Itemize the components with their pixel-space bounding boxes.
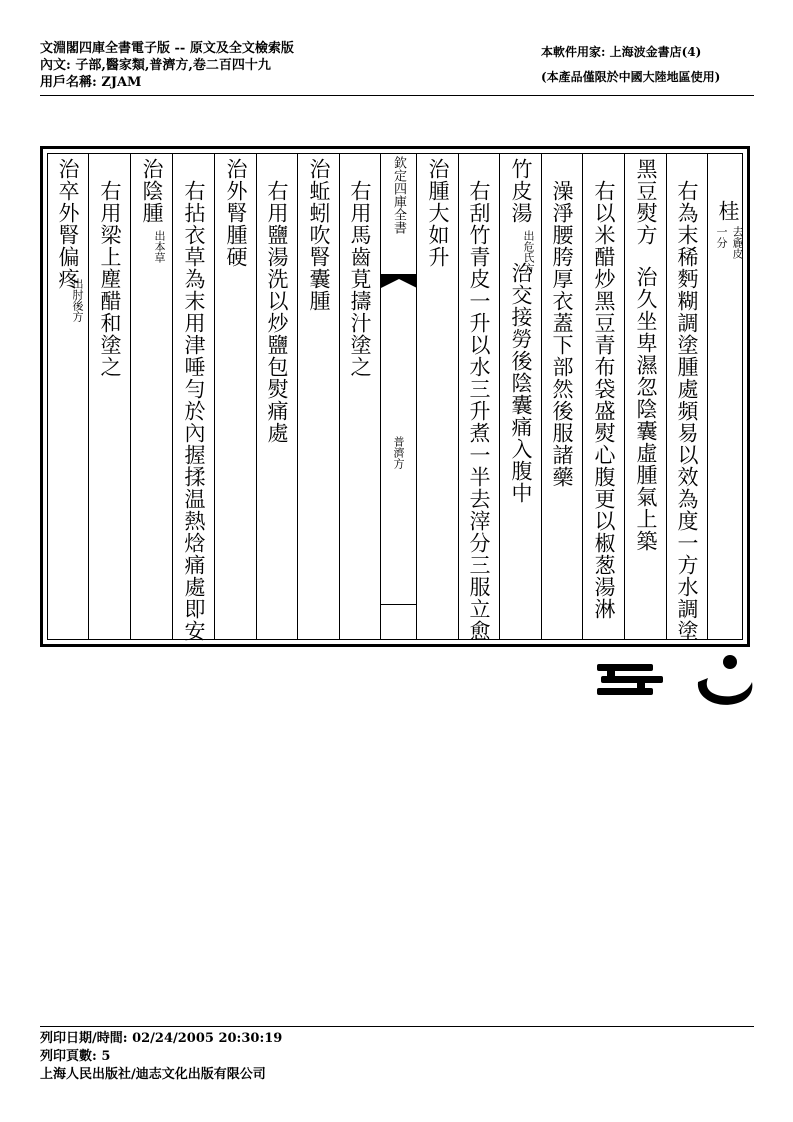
text-column	[542, 154, 583, 639]
text-column	[89, 154, 131, 639]
fishtail-mark-icon	[381, 274, 417, 288]
column-text: 澡淨腰胯厚衣蓋下部然後服諸藥	[550, 180, 574, 488]
column-text: 右為末稀麪糊調塗腫處頻易以效為度一方水調塗	[675, 180, 699, 642]
column-note: 出危氏方	[522, 230, 535, 274]
column-note: 一分	[715, 226, 728, 248]
header-line-3: 用戶名稱: ZJAM	[40, 75, 142, 90]
text-column	[298, 154, 340, 639]
column-text: 黑豆熨方	[634, 158, 658, 246]
text-column	[340, 154, 381, 639]
text-column	[708, 154, 748, 639]
text-column	[417, 154, 459, 639]
column-text: 治腫大如升	[426, 158, 450, 268]
licensee-text: 本軟件用家: 上海波金書店(4)	[541, 45, 702, 59]
column-text: 右拈衣草為末用津唾勻於內握揉温熱焓痛處即安	[182, 180, 206, 642]
column-text: 竹皮湯	[509, 158, 533, 224]
center-title-box	[381, 154, 416, 275]
center-book-name: 普濟方	[392, 436, 405, 469]
column-text: 桂	[716, 200, 740, 222]
text-column	[667, 154, 708, 642]
column-note: 出肘後方	[71, 278, 84, 322]
text-column	[173, 154, 215, 642]
text-column	[131, 154, 173, 639]
header-line-2: 內文: 子部,醫家類,普濟方,卷二百四十九	[40, 58, 271, 73]
column-text: 右用馬齒莧擣汁塗之	[348, 180, 372, 378]
text-column	[48, 154, 89, 639]
center-bottom-rule	[381, 604, 416, 605]
column-text: 治蚯蚓吹腎囊腫	[307, 158, 331, 312]
text-column	[215, 154, 257, 639]
region-notice: (本產品僅限於中國大陸地區使用)	[541, 70, 721, 84]
column-note: 出本草	[153, 230, 166, 263]
column-text: 右用梁上塵醋和塗之	[98, 180, 122, 378]
publisher-swirl-logo-icon	[690, 652, 756, 712]
text-column	[583, 154, 625, 639]
page-inner-border	[47, 153, 743, 640]
column-text: 右刮竹青皮一升以水三升煮一半去滓分三服立愈	[467, 180, 491, 642]
column-text: 治陰腫	[140, 158, 164, 224]
column-text: 治外腎腫硬	[224, 158, 248, 268]
column-text: 治卒外腎偏疼	[56, 158, 80, 290]
column-note: 去麁皮	[731, 226, 744, 259]
page-frame	[40, 146, 750, 647]
text-column	[500, 154, 542, 639]
column-text-continued: 治久坐卑濕忽陰囊虛腫氣上築	[634, 266, 658, 552]
text-column	[459, 154, 500, 642]
print-datetime: 列印日期/時間: 02/24/2005 20:30:19	[40, 1031, 283, 1046]
center-column	[381, 154, 417, 639]
header-rule	[40, 95, 754, 96]
print-pages: 列印頁數: 5	[40, 1049, 111, 1064]
column-text: 右用鹽湯洗以炒鹽包熨痛處	[265, 180, 289, 444]
column-text: 右以米醋炒黑豆青布袋盛熨心腹更以椒葱湯淋	[592, 180, 616, 620]
text-column	[625, 154, 667, 639]
center-title: 欽定四庫全書	[391, 156, 406, 234]
header-line-1: 文淵閣四庫全書電子版 -- 原文及全文檢索版	[40, 41, 294, 56]
publisher-stripes-logo-icon	[597, 662, 663, 702]
text-column	[257, 154, 298, 639]
column-text-continued: 治交接勞後陰囊痛入腹中	[509, 262, 533, 504]
publisher-line: 上海人民出版社/迪志文化出版有限公司	[40, 1067, 266, 1082]
footer-rule	[40, 1026, 754, 1027]
